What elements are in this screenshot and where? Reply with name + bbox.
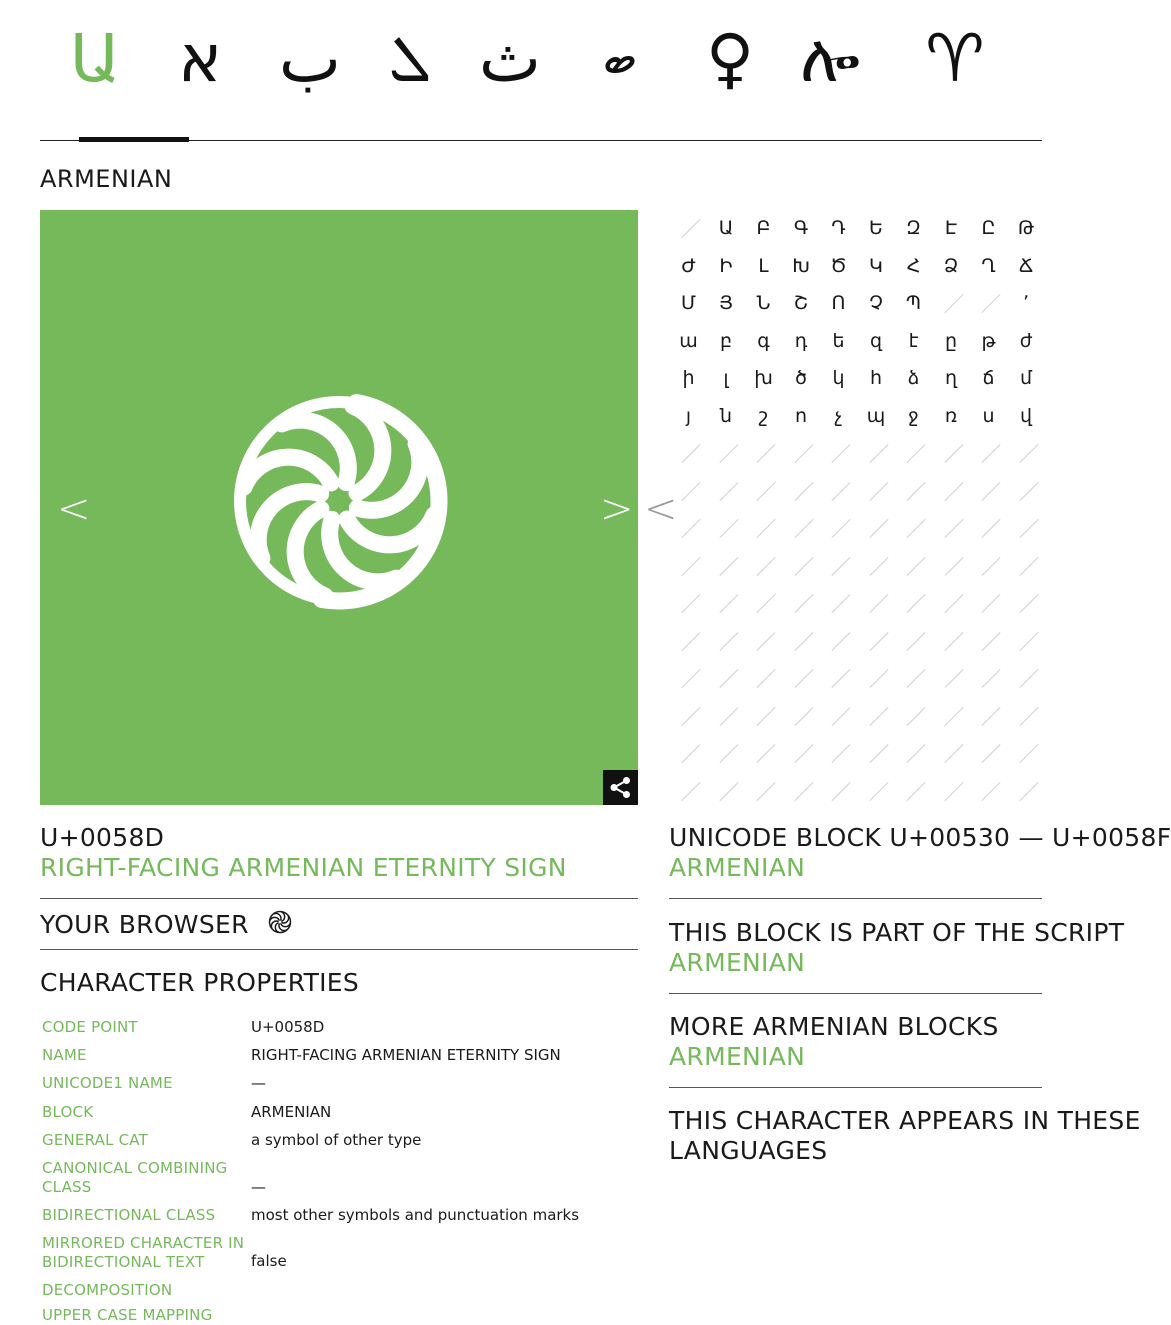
script-part-title: THIS BLOCK IS PART OF THE SCRIPT [669,918,1125,947]
script-tab-mandaic[interactable]: ♈ [925,20,985,97]
grid-character-cell[interactable]: Ի [719,254,733,277]
grid-character-cell[interactable]: ն [719,404,733,427]
grid-empty-cell [783,473,820,510]
grid-empty-cell [670,435,707,472]
grid-empty-cell [858,585,895,622]
grid-empty-cell [970,735,1007,772]
grid-empty-cell [970,510,1007,547]
share-icon [609,776,632,799]
grid-empty-cell [820,735,857,772]
grid-character-cell[interactable]: Ե [869,217,883,239]
prev-character-button[interactable]: < [57,486,91,532]
grid-empty-cell [858,660,895,697]
grid-character-cell[interactable]: շ [758,404,769,427]
active-tab-indicator [79,137,189,142]
script-part-link[interactable]: ARMENIAN [669,948,806,977]
grid-empty-cell [670,210,707,247]
grid-character-cell[interactable]: ռ [944,404,958,427]
grid-character-cell[interactable]: ը [944,329,958,352]
grid-character-cell[interactable]: Ծ [830,254,847,277]
grid-character-cell[interactable]: Ճ [1018,254,1034,277]
grid-character-cell[interactable]: Լ [758,254,769,277]
grid-empty-cell [708,548,745,585]
grid-empty-cell [1008,735,1045,772]
prop-key-block: BLOCK [42,1103,94,1121]
grid-character-cell[interactable]: Բ [756,217,771,239]
prop-key-unicode1-name: UNICODE1 NAME [42,1074,173,1092]
grid-empty-cell [895,773,932,810]
script-tabs [40,15,1042,105]
your-browser-label: YOUR BROWSER [40,910,249,939]
grid-empty-cell [933,435,970,472]
grid-empty-cell [895,435,932,472]
divider [40,898,638,899]
grid-character-cell[interactable]: Շ [793,292,809,314]
more-blocks-link[interactable]: ARMENIAN [669,1042,806,1071]
prop-key-decomposition: DECOMPOSITION [42,1281,173,1299]
grid-empty-cell [858,435,895,472]
grid-empty-cell [745,473,782,510]
grid-empty-cell [895,510,932,547]
grid-empty-cell [820,473,857,510]
grid-empty-cell [1008,473,1045,510]
grid-character-cell[interactable]: ձ [907,367,920,389]
grid-empty-cell [708,698,745,735]
grid-empty-cell [970,435,1007,472]
grid-empty-cell [970,585,1007,622]
prop-key-canonical-combining-class: CANONICAL COMBINING CLASS [42,1159,228,1196]
grid-empty-cell [1008,510,1045,547]
grid-empty-cell [933,735,970,772]
prop-key-general-cat: GENERAL CAT [42,1131,148,1149]
grid-empty-cell [708,435,745,472]
grid-character-cell[interactable]: Խ [792,254,810,277]
grid-empty-cell [970,473,1007,510]
prop-value-name: RIGHT-FACING ARMENIAN ETERNITY SIGN [251,1046,561,1064]
unicode-block-link[interactable]: ARMENIAN [669,853,806,882]
grid-empty-cell [933,698,970,735]
script-tab-arabic[interactable]: ب [278,20,342,97]
grid-character-cell[interactable]: Կ [869,254,883,277]
grid-empty-cell [933,473,970,510]
grid-empty-cell [1008,698,1045,735]
prop-value-unicode1-name: — [251,1074,266,1092]
grid-empty-cell [783,435,820,472]
grid-empty-cell [1008,548,1045,585]
grid-empty-cell [670,473,707,510]
grid-empty-cell [895,735,932,772]
grid-character-cell[interactable]: ճ [982,367,995,389]
grid-empty-cell [858,735,895,772]
script-tab-samaritan[interactable]: ሎ [800,20,860,97]
grid-character-cell[interactable]: ղ [944,367,958,389]
grid-empty-cell [745,548,782,585]
grid-character-cell[interactable]: գ [757,329,770,352]
grid-empty-cell [895,585,932,622]
script-tab-armenian[interactable]: Ա [69,20,121,97]
prop-value-mirrored: false [251,1252,287,1270]
script-tab-hebrew[interactable]: א [177,20,223,97]
prop-key-name: NAME [42,1046,87,1064]
prop-value-bidirectional-class: most other symbols and punctuation marks [251,1206,580,1224]
grid-empty-cell [820,510,857,547]
grid-character-cell[interactable]: վ [1019,404,1033,427]
prop-value-general-cat: a symbol of other type [251,1131,422,1149]
grid-empty-cell [858,773,895,810]
grid-empty-cell [783,585,820,622]
grid-empty-cell [970,623,1007,660]
grid-empty-cell [1008,435,1045,472]
grid-empty-cell [895,623,932,660]
grid-character-cell[interactable]: դ [794,329,808,352]
languages-title-line2: LANGUAGES [669,1136,828,1165]
grid-empty-cell [670,698,707,735]
grid-empty-cell [670,510,707,547]
prop-key-upper-case-mapping: UPPER CASE MAPPING [42,1306,213,1324]
grid-empty-cell [933,623,970,660]
grid-character-cell[interactable]: պ [866,404,886,427]
grid-character-cell[interactable]: Զ [906,217,921,239]
grid-character-cell[interactable]: խ [754,367,773,389]
grid-empty-cell [820,660,857,697]
grid-empty-cell [783,623,820,660]
grid-character-cell[interactable]: թ [981,329,996,352]
grid-character-cell[interactable]: ժ [1019,329,1033,352]
grid-empty-cell [858,510,895,547]
grid-character-cell[interactable]: Ձ [943,254,959,277]
grid-character-cell[interactable]: Ղ [981,254,996,277]
grid-character-cell[interactable]: ծ [795,367,807,389]
code-point-heading: U+0058D [40,823,165,852]
grid-empty-cell [783,698,820,735]
grid-empty-cell [670,735,707,772]
grid-empty-cell [895,548,932,585]
grid-empty-cell [970,548,1007,585]
script-tab-syriac[interactable]: ܠ [388,20,432,97]
script-tab-arabic-supplement[interactable]: ث [478,20,542,97]
grid-character-cell[interactable]: չ [834,404,843,427]
grid-character-cell[interactable]: Ա [718,217,734,239]
prop-value-block: ARMENIAN [251,1103,332,1121]
grid-character-cell[interactable]: ա [679,329,698,352]
grid-empty-cell [1008,660,1045,697]
grid-character-cell[interactable]: բ [719,329,733,352]
grid-character-cell[interactable]: ե [832,329,845,352]
grid-character-cell[interactable]: Ժ [681,254,696,277]
grid-empty-cell [745,435,782,472]
grid-character-cell[interactable]: Հ [906,254,921,277]
grid-character-cell[interactable]: մ [1019,367,1033,389]
grid-empty-cell [895,473,932,510]
prop-key-code-point: CODE POINT [42,1018,138,1036]
grid-empty-cell [1008,773,1045,810]
grid-empty-cell [708,623,745,660]
grid-empty-cell [858,473,895,510]
prop-value-canonical-combining-class: — [251,1178,266,1196]
grid-empty-cell [820,548,857,585]
character-preview [40,210,638,805]
grid-character-cell[interactable]: Գ [793,217,809,239]
divider [669,993,1042,994]
grid-empty-cell [1008,585,1045,622]
grid-character-cell[interactable]: յ [685,404,692,427]
grid-character-cell[interactable]: Է [944,217,958,239]
grid-empty-cell [670,548,707,585]
grid-empty-cell [858,623,895,660]
grid-empty-cell [745,698,782,735]
grid-empty-cell [783,773,820,810]
unicode-block-title: UNICODE BLOCK U+00530 — U+0058F [669,823,1171,852]
grid-empty-cell [820,698,857,735]
grid-empty-cell [745,510,782,547]
grid-empty-cell [970,660,1007,697]
next-character-button[interactable]: > [600,486,634,532]
grid-character-cell[interactable]: զ [869,329,883,352]
grid-empty-cell [895,698,932,735]
grid-empty-cell [745,773,782,810]
grid-empty-cell [670,623,707,660]
grid-empty-cell [933,585,970,622]
prop-value-code-point: U+0058D [251,1018,325,1036]
grid-empty-cell [970,285,1007,322]
grid-character-cell[interactable]: Յ [719,292,733,314]
grid-empty-cell [670,773,707,810]
tabs-divider [40,140,1042,141]
grid-character-cell[interactable]: է [908,329,919,352]
grid-empty-cell [708,773,745,810]
grid-character-cell[interactable]: ս [982,404,995,427]
grid-empty-cell [820,773,857,810]
grid-empty-cell [1008,623,1045,660]
grid-empty-cell [708,735,745,772]
divider [669,1087,1042,1088]
grid-empty-cell [745,585,782,622]
block-character-grid [670,210,1042,805]
grid-character-cell[interactable]: ՚ [1022,292,1030,314]
script-tab-thaana[interactable]: ބ [604,20,636,97]
grid-empty-cell [820,585,857,622]
grid-character-cell[interactable]: Ո [831,292,846,314]
character-properties-title: CHARACTER PROPERTIES [40,968,360,997]
grid-character-cell[interactable]: Ն [756,292,771,314]
grid-character-cell[interactable]: ջ [908,404,919,427]
grid-empty-cell [783,548,820,585]
grid-empty-cell [745,623,782,660]
grid-empty-cell [933,773,970,810]
section-title: ARMENIAN [40,165,173,193]
grid-empty-cell [933,510,970,547]
grid-empty-cell [745,735,782,772]
grid-prev-button[interactable]: < [644,486,678,532]
grid-empty-cell [970,698,1007,735]
character-name-heading: RIGHT-FACING ARMENIAN ETERNITY SIGN [40,853,567,882]
grid-character-cell[interactable]: Թ [1017,217,1035,239]
grid-character-cell[interactable]: Պ [905,292,922,314]
grid-empty-cell [708,473,745,510]
grid-empty-cell [708,660,745,697]
grid-empty-cell [745,660,782,697]
grid-character-cell[interactable]: լ [723,367,729,389]
grid-empty-cell [820,623,857,660]
grid-empty-cell [708,510,745,547]
divider [40,949,638,950]
grid-character-cell[interactable]: Մ [680,292,697,314]
grid-empty-cell [858,698,895,735]
script-tab-nko[interactable]: ♀ [705,20,755,97]
grid-empty-cell [933,660,970,697]
grid-empty-cell [933,285,970,322]
grid-empty-cell [970,773,1007,810]
grid-empty-cell [858,548,895,585]
grid-empty-cell [933,548,970,585]
eternity-sign-icon [229,388,449,614]
grid-character-cell[interactable]: կ [832,367,845,389]
languages-title: THIS CHARACTER APPEARS IN THESE [669,1106,1141,1135]
grid-empty-cell [670,585,707,622]
more-blocks-title: MORE ARMENIAN BLOCKS [669,1012,999,1041]
grid-empty-cell [783,510,820,547]
block-info-panel [669,815,1171,1313]
prop-key-bidirectional-class: BIDIRECTIONAL CLASS [42,1206,216,1224]
grid-empty-cell [670,660,707,697]
grid-empty-cell [783,660,820,697]
grid-empty-cell [708,585,745,622]
grid-empty-cell [783,735,820,772]
grid-character-cell[interactable]: հ [869,367,883,389]
browser-render-icon [268,910,292,934]
grid-character-cell[interactable]: Դ [831,217,846,239]
share-button[interactable] [603,770,638,805]
prop-key-mirrored: MIRRORED CHARACTER IN BIDIRECTIONAL TEXT [42,1234,245,1271]
grid-character-cell[interactable]: Ը [981,217,996,239]
grid-character-cell[interactable]: ո [794,404,808,427]
grid-empty-cell [820,435,857,472]
grid-empty-cell [895,660,932,697]
grid-character-cell[interactable]: Չ [869,292,883,314]
grid-character-cell[interactable]: ի [682,367,695,389]
divider [669,898,1042,899]
